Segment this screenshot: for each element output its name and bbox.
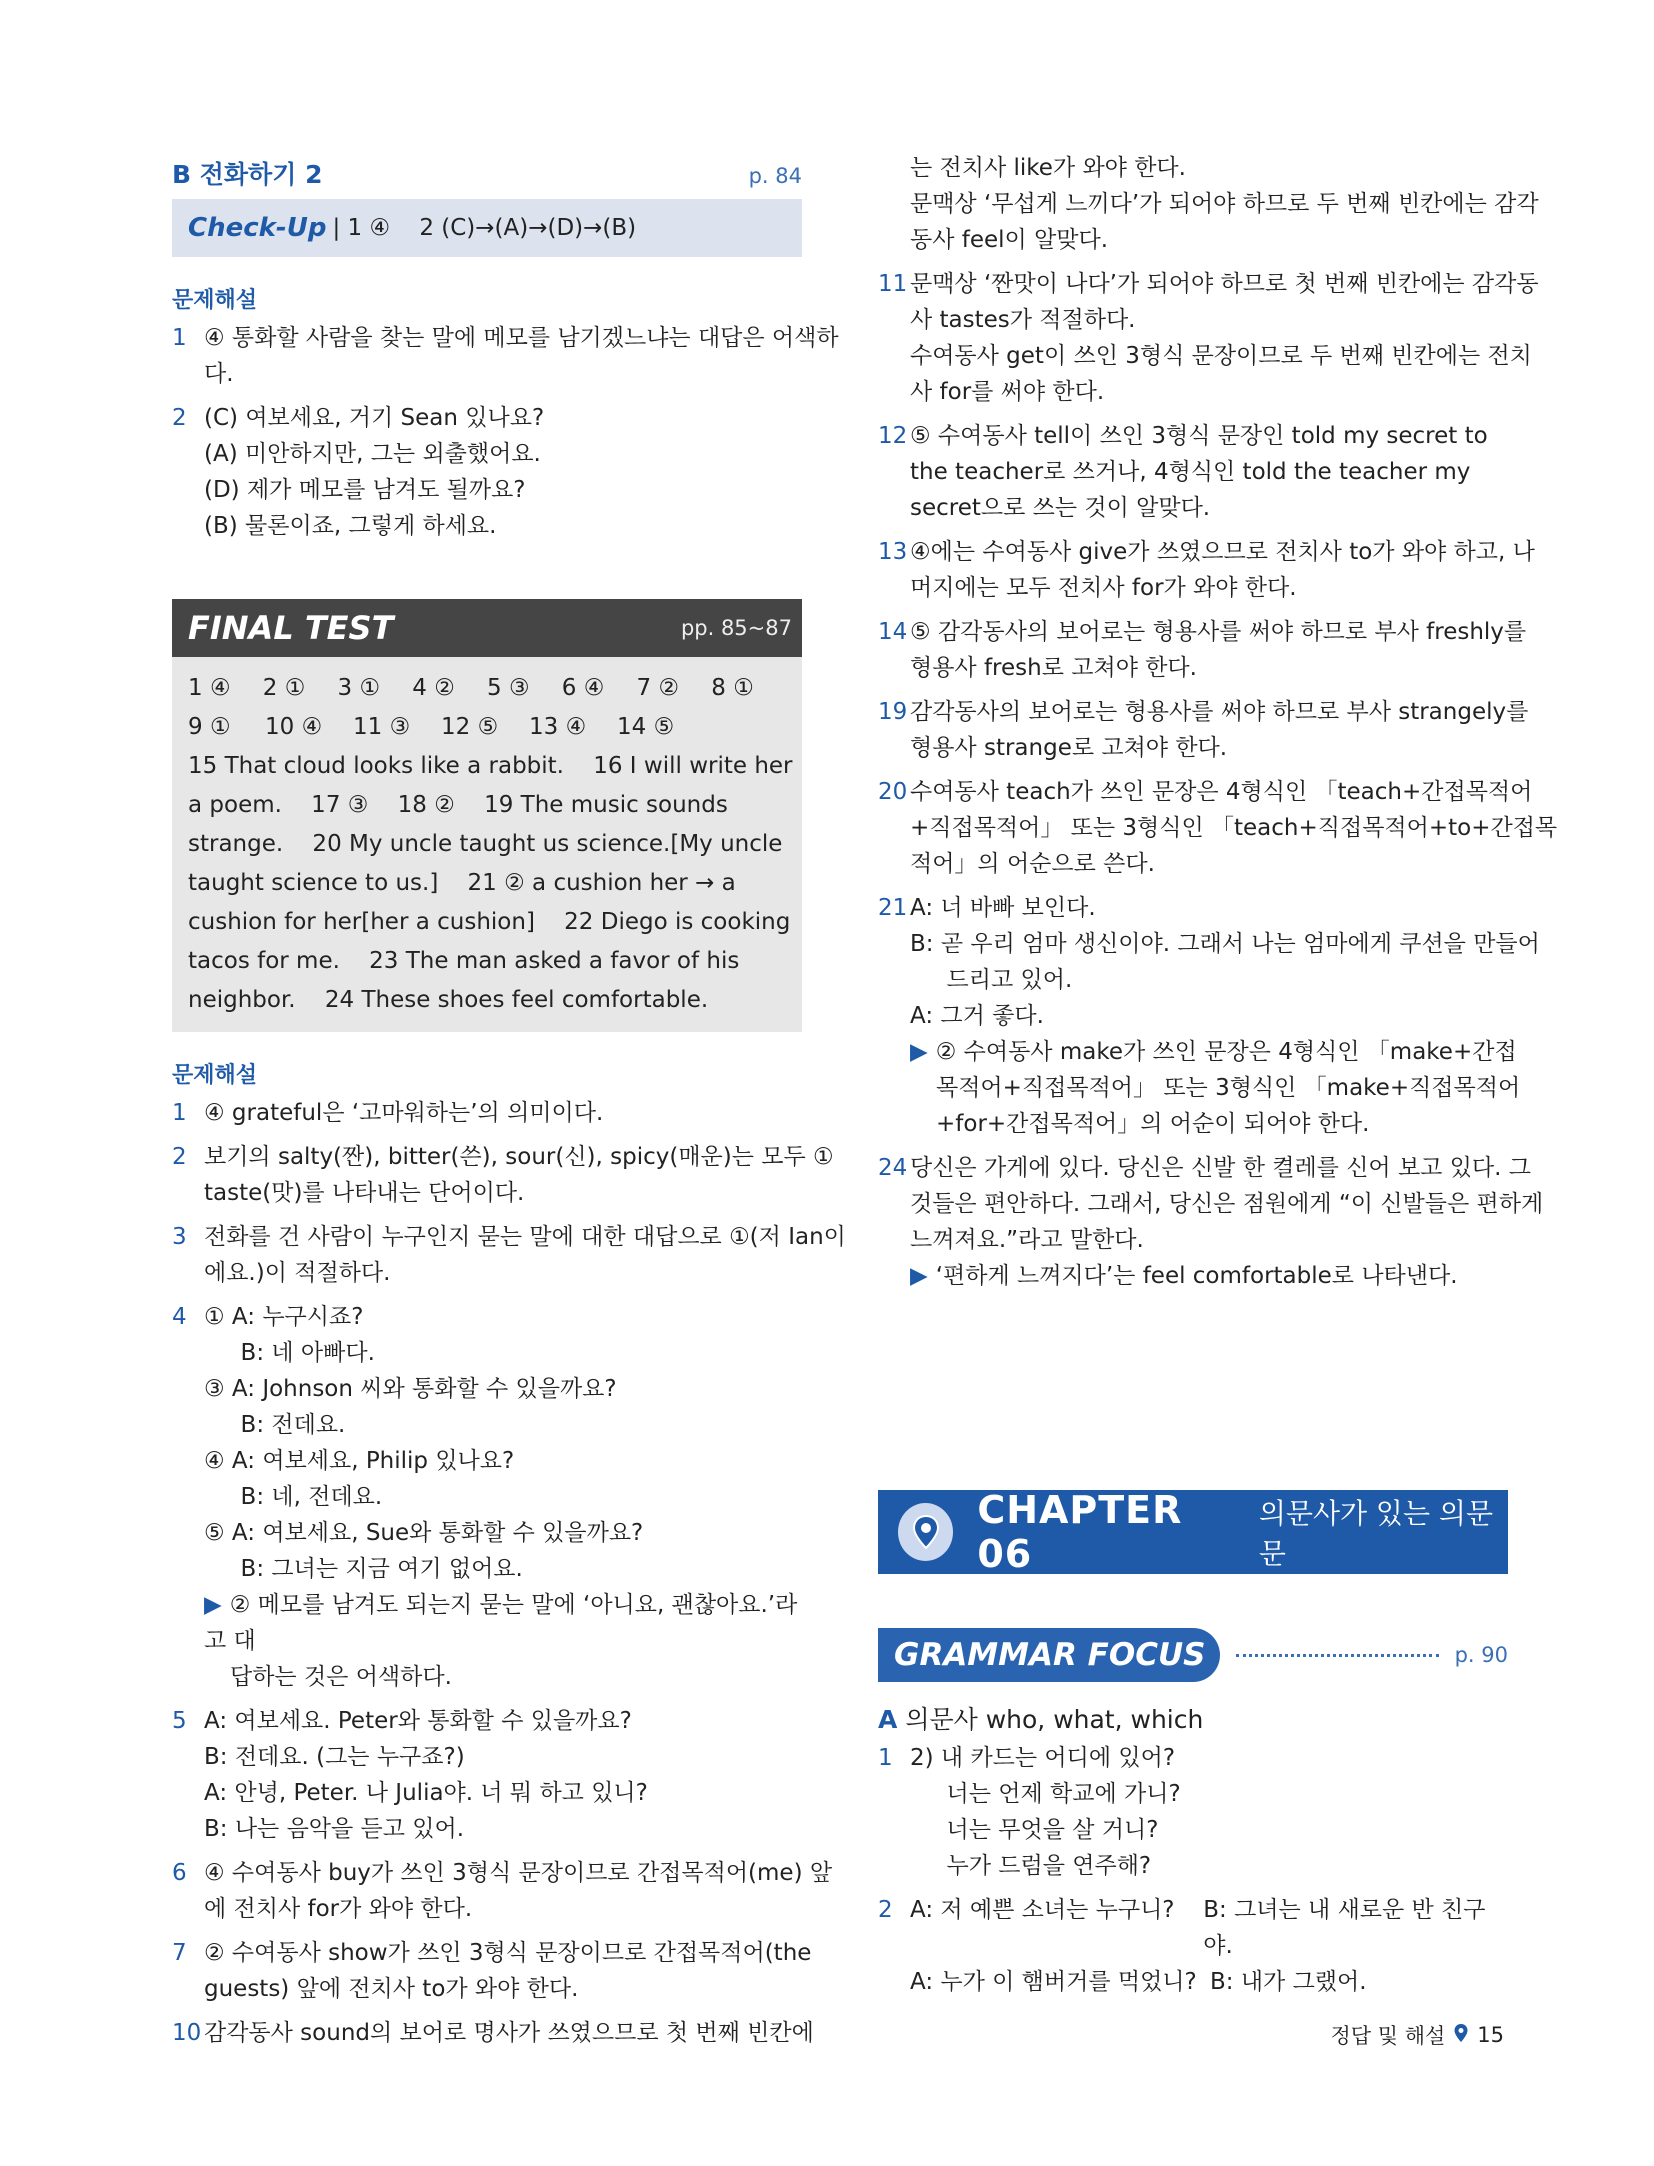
text-line: 너는 언제 학교에 가니?	[910, 1781, 1181, 1807]
text-line: +직접목적어」 또는 3형식인 「teach+직접목적어+to+간접목	[910, 815, 1558, 841]
answer-item: 4 ②	[412, 675, 455, 701]
question-item	[878, 694, 1529, 766]
grammar-section-letter: A	[878, 1705, 898, 1734]
text-line: A: 여보세요. Peter와 통화할 수 있을까요?	[204, 1708, 632, 1734]
grammar-answers	[878, 1740, 1508, 2000]
checkup-answers: | 1 ④ 2 (C)→(A)→(D)→(B)	[332, 215, 637, 241]
text-line: B: 네, 전데요.	[204, 1484, 383, 1510]
answer-line: cushion for her[her a cushion] 22 Diego is cooking	[188, 909, 791, 935]
text-line: (D) 제가 메모를 남겨도 될까요?	[204, 477, 526, 503]
text-line: ④ A: 여보세요, Philip 있나요?	[204, 1448, 515, 1474]
text-line: 드리고 있어.	[910, 967, 1073, 993]
answer-line: neighbor. 24 These shoes feel comfortable.	[188, 987, 709, 1013]
answer-lines	[188, 747, 793, 1020]
text-line: 보기의 salty(짠), bitter(쓴), sour(신), spicy(매운)는 모두 ①	[204, 1144, 834, 1170]
question-body	[910, 266, 1539, 410]
question-number: 11	[878, 271, 908, 297]
question-body	[204, 1935, 811, 2007]
question-body	[204, 1219, 846, 1291]
question-item	[172, 400, 802, 544]
text-line: B: 곧 우리 엄마 생신이야. 그래서 나는 엄마에게 쿠션을 만들어	[910, 931, 1540, 957]
checkup-label: Check-Up	[188, 213, 327, 243]
text-line: ① A: 누구시죠?	[204, 1304, 364, 1330]
text-line: (B) 물론이죠, 그렇게 하세요.	[204, 513, 497, 539]
question-number: 7	[172, 1940, 187, 1966]
left-column	[172, 150, 846, 2059]
text-line: 전화를 건 사람이 누구인지 묻는 말에 대한 대답으로 ①(저 Ian이	[204, 1224, 846, 1250]
text-line: B: 전데요. (그는 누구죠?)	[204, 1744, 465, 1770]
question-body	[910, 1150, 1543, 1294]
question-body	[204, 400, 802, 544]
final-test-answers	[172, 657, 802, 1032]
question-body	[204, 2015, 814, 2051]
answer-item: 6 ④	[561, 675, 605, 701]
question-number: 19	[878, 699, 908, 725]
page-number: 15	[1477, 2023, 1504, 2047]
question-item	[172, 1095, 802, 1131]
text-line: 에 전치사 for가 와야 한다.	[204, 1896, 473, 1922]
question-item	[172, 1703, 802, 1847]
answer-item: 10 ④	[265, 714, 323, 740]
question-number: 2	[172, 1144, 187, 1170]
text-line: 머지에는 모두 전치사 for가 와야 한다.	[910, 575, 1297, 601]
text-line: 는 전치사 like가 와야 한다.	[910, 155, 1186, 181]
question-item	[878, 1892, 1508, 2000]
question-body	[910, 418, 1508, 526]
question-number: 21	[878, 895, 908, 921]
text-line: secret으로 쓰는 것이 알맞다.	[910, 495, 1211, 521]
question-number: 13	[878, 539, 908, 565]
text-line: A: 그거 좋다.	[910, 1003, 1044, 1029]
dialogue-pair	[910, 1964, 1508, 2000]
question-body	[204, 1139, 834, 1211]
text-line: 감각동사 sound의 보어로 명사가 쓰였으므로 첫 번째 빈칸에	[204, 2020, 814, 2046]
note-line: 답하는 것은 어색하다.	[230, 1664, 452, 1690]
grammar-section-heading	[878, 1700, 1508, 1736]
text-line: 수여동사 get이 쓰인 3형식 문장이므로 두 번째 빈칸에는 전치	[910, 343, 1532, 369]
note-line: ▶ ② 메모를 남겨도 되는지 묻는 말에 ‘아니요, 괜찮아요.’라고 대	[204, 1592, 798, 1654]
answer-item: 3 ①	[337, 675, 381, 701]
text-line: taste(맛)를 나타내는 단어이다.	[204, 1180, 525, 1206]
answer-row	[188, 708, 786, 747]
explain-list	[172, 320, 839, 544]
question-number: 20	[878, 779, 908, 805]
answer-item: 5 ③	[487, 675, 530, 701]
question-body	[204, 1095, 802, 1131]
text-line: A: 너 바빠 보인다.	[910, 895, 1096, 921]
section-header	[172, 155, 802, 191]
dialogue-question: A: 저 예쁜 소녀는 누구니?	[910, 1897, 1175, 1923]
text-line: B: 나는 음악을 듣고 있어.	[204, 1816, 465, 1842]
question-number: 12	[878, 423, 908, 449]
note-line: 목적어+직접목적어」 또는 3형식인 「make+직접목적어	[936, 1075, 1521, 1101]
question-item	[172, 2015, 814, 2051]
question-number: 4	[172, 1304, 187, 1330]
text-line: 동사 feel이 알맞다.	[910, 227, 1109, 253]
text-line: 사 tastes가 적절하다.	[910, 307, 1136, 333]
question-item	[878, 614, 1527, 686]
question-item	[172, 1855, 833, 1927]
note-line: ▶ ‘편하게 느껴지다’는 feel comfortable로 나타낸다.	[910, 1263, 1458, 1289]
checkup-box	[172, 199, 802, 257]
question-body	[204, 1299, 802, 1695]
arrow-icon: ▶	[204, 1592, 222, 1618]
arrow-icon: ▶	[910, 1039, 928, 1065]
question-body	[204, 1855, 832, 1927]
text-line: 2) 내 카드는 어디에 있어?	[910, 1745, 1176, 1771]
explain-list	[878, 150, 1558, 1294]
explain-heading: 문제해설	[172, 1063, 258, 1088]
right-column	[878, 150, 1558, 1302]
section-page-ref: p. 84	[748, 164, 802, 188]
question-item	[878, 774, 1558, 882]
text-line: 문맥상 ‘짠맛이 나다’가 되어야 하므로 첫 번째 빈칸에는 감각동	[910, 271, 1539, 297]
question-item	[172, 1139, 834, 1211]
grammar-focus-header	[878, 1628, 1508, 1682]
text-line: 형용사 strange로 고쳐야 한다.	[910, 735, 1228, 761]
text-line: 형용사 fresh로 고쳐야 한다.	[910, 655, 1197, 681]
text-line: ⑤ 수여동사 tell이 쓰인 3형식 문장인 told my secret to	[910, 423, 1488, 449]
question-item	[878, 890, 1540, 1142]
question-item	[172, 1219, 846, 1291]
question-item	[172, 1299, 802, 1695]
location-pin-icon	[1453, 2023, 1469, 2048]
chapter-subtitle: 의문사가 있는 의문문	[1258, 1497, 1494, 1570]
text-line: 에요.)이 적절하다.	[204, 1260, 391, 1286]
question-number: 6	[172, 1860, 187, 1886]
question-number: 1	[172, 325, 187, 351]
text-line: ⑤ A: 여보세요, Sue와 통화할 수 있을까요?	[204, 1520, 644, 1546]
dialogue-question: A: 누가 이 햄버거를 먹었니?	[910, 1969, 1197, 1995]
question-item	[172, 320, 839, 392]
text-line: 수여동사 teach가 쓰인 문장은 4형식인 「teach+간접목적어	[910, 779, 1533, 805]
text-line: 적어」의 어순으로 쓴다.	[910, 851, 1155, 877]
question-number: 3	[172, 1224, 187, 1250]
text-line: ④ 수여동사 buy가 쓰인 3형식 문장이므로 간접목적어(me) 앞	[204, 1860, 833, 1886]
chapter-title: CHAPTER 06	[977, 1488, 1183, 1576]
answer-item: 7 ②	[636, 675, 680, 701]
question-item	[172, 1935, 812, 2007]
text-line: guests) 앞에 전치사 to가 와야 한다.	[204, 1976, 579, 2002]
text-line: 당신은 가게에 있다. 당신은 신발 한 켤레를 신어 보고 있다. 그	[910, 1155, 1531, 1181]
answer-item: 14 ⑤	[617, 714, 675, 740]
question-number: 2	[172, 405, 187, 431]
text-line: ⑤ 감각동사의 보어로는 형용사를 써야 하므로 부사 freshly를	[910, 619, 1527, 645]
grammar-focus-tab: GRAMMAR FOCUS	[878, 1628, 1220, 1682]
question-number: 24	[878, 1155, 908, 1181]
note-line: ▶ ② 수여동사 make가 쓰인 문장은 4형식인 「make+간접	[910, 1039, 1517, 1065]
final-test-page-ref: pp. 85~87	[680, 616, 792, 640]
footer-label: 정답 및 해설	[1330, 2024, 1446, 2048]
explain-heading: 문제해설	[172, 288, 258, 313]
question-item	[878, 534, 1535, 606]
text-line: 것들은 편안하다. 그래서, 당신은 점원에게 “이 신발들은 편하게	[910, 1191, 1544, 1217]
question-item	[878, 266, 1539, 410]
chapter-banner	[878, 1490, 1508, 1574]
location-pin-icon	[898, 1503, 953, 1561]
answer-line: 15 That cloud looks like a rabbit. 16 I will write her	[188, 753, 793, 779]
answer-item: 12 ⑤	[441, 714, 499, 740]
explain-list	[172, 1095, 846, 2051]
text-line: 느껴져요.”라고 말한다.	[910, 1227, 1144, 1253]
question-item	[878, 1740, 1508, 1884]
question-number: 2	[878, 1897, 893, 1923]
final-test-bar	[172, 599, 802, 657]
page-footer	[1330, 2020, 1504, 2050]
text-line: 감각동사의 보어로는 형용사를 써야 하므로 부사 strangely를	[910, 699, 1529, 725]
question-body	[910, 890, 1540, 1142]
question-number	[878, 150, 910, 258]
answer-row	[188, 669, 786, 708]
text-line: 문맥상 ‘무섭게 느끼다’가 되어야 하므로 두 번째 빈칸에는 감각	[910, 191, 1539, 217]
text-line: (C) 여보세요, 거기 Sean 있나요?	[204, 405, 545, 431]
question-body	[910, 534, 1535, 606]
question-item	[878, 1150, 1544, 1294]
question-body	[204, 320, 839, 392]
grammar-section-title: 의문사 who, what, which	[905, 1705, 1204, 1734]
question-body	[910, 1892, 1508, 2000]
question-number: 1	[172, 1100, 187, 1126]
question-number: 1	[878, 1745, 893, 1771]
question-body	[204, 1703, 802, 1847]
answer-line: strange. 20 My uncle taught us science.[My uncle	[188, 831, 783, 857]
note-line: +for+간접목적어」의 어순이 되어야 한다.	[936, 1111, 1370, 1137]
question-body	[910, 614, 1526, 686]
question-item	[878, 150, 1539, 258]
text-line: the teacher로 쓰거나, 4형식인 told the teacher my	[910, 459, 1471, 485]
final-test-title: FINAL TEST	[188, 609, 394, 647]
text-line: B: 전데요.	[204, 1412, 346, 1438]
text-line: 너는 무엇을 살 거니?	[910, 1817, 1159, 1843]
text-line: B: 그녀는 지금 여기 없어요.	[204, 1556, 523, 1582]
question-body	[910, 694, 1528, 766]
text-line: 사 for를 써야 한다.	[910, 379, 1105, 405]
question-number: 5	[172, 1708, 187, 1734]
text-line: ④에는 수여동사 give가 쓰였으므로 전치사 to가 와야 하고, 나	[910, 539, 1535, 565]
answer-item: 11 ③	[353, 714, 411, 740]
question-number: 10	[172, 2020, 202, 2046]
dialogue-answer: B: 그녀는 내 새로운 반 친구야.	[1203, 1897, 1486, 1959]
grammar-section	[878, 1700, 1508, 2008]
answer-line: a poem. 17 ③ 18 ② 19 The music sounds	[188, 792, 728, 818]
text-line: A: 안녕, Peter. 나 Julia야. 너 뭐 하고 있니?	[204, 1780, 648, 1806]
answer-item: 2 ①	[262, 675, 306, 701]
text-line: ② 수여동사 show가 쓰인 3형식 문장이므로 간접목적어(the	[204, 1940, 812, 1966]
question-body	[910, 150, 1539, 258]
text-line: B: 네 아빠다.	[204, 1340, 375, 1366]
answer-item: 1 ④	[188, 675, 231, 701]
answer-line: taught science to us.] 21 ② a cushion her → a	[188, 870, 736, 896]
dialogue-pair	[910, 1892, 1508, 1964]
text-line: ④ grateful은 ‘고마워하는’의 의미이다.	[204, 1100, 604, 1126]
text-line: ③ A: Johnson 씨와 통화할 수 있을까요?	[204, 1376, 617, 1402]
answer-item: 9 ①	[188, 714, 231, 740]
dotted-divider	[1236, 1654, 1439, 1657]
answer-item: 8 ①	[711, 675, 754, 701]
question-number: 14	[878, 619, 908, 645]
text-line: 누가 드럼을 연주해?	[910, 1853, 1152, 1879]
question-item	[878, 418, 1508, 526]
arrow-icon: ▶	[910, 1263, 928, 1289]
dialogue-answer: B: 내가 그랬어.	[1210, 1969, 1367, 1995]
question-body	[910, 774, 1557, 882]
text-line: ④ 통화할 사람을 찾는 말에 메모를 남기겠느냐는 대답은 어색하	[204, 325, 839, 351]
question-body	[910, 1740, 1508, 1884]
text-line: 다.	[204, 361, 234, 387]
grammar-page-ref: p. 90	[1454, 1643, 1508, 1667]
answer-item: 13 ④	[529, 714, 587, 740]
section-title: B 전화하기 2	[172, 160, 323, 189]
answer-line: tacos for me. 23 The man asked a favor of his	[188, 948, 740, 974]
text-line: (A) 미안하지만, 그는 외출했어요.	[204, 441, 541, 467]
